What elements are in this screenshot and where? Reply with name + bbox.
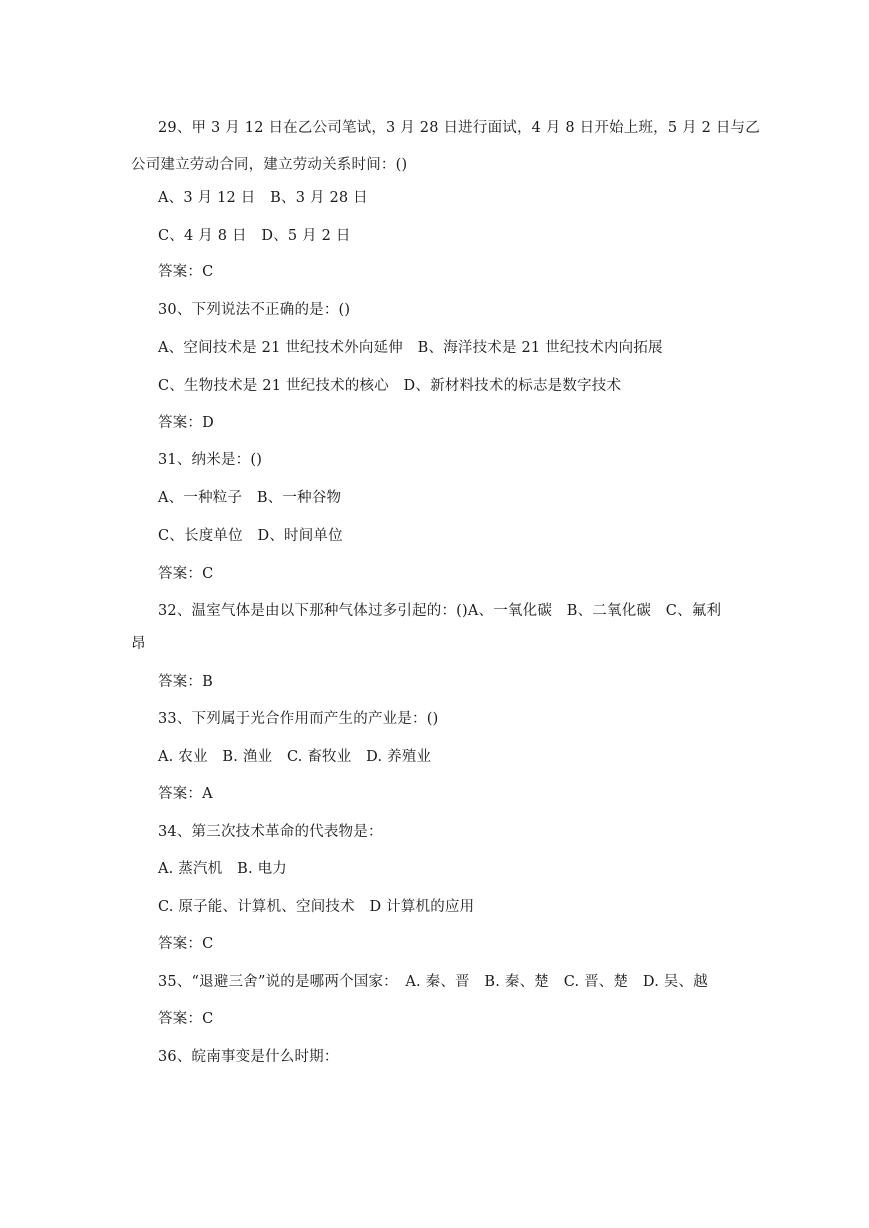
question-31-options-ab: A、一种粒子 B、一种谷物: [158, 490, 342, 506]
question-35-text: 35、“退避三舍”说的是哪两个国家： A. 秦、晋 B. 秦、楚 C. 晋、楚 D. 吴、越: [158, 974, 708, 990]
question-29-options-cd: C、4 月 8 日 D、5 月 2 日: [158, 228, 351, 244]
question-31-options-cd: C、长度单位 D、时间单位: [158, 528, 343, 544]
question-30-text: 30、下列说法不正确的是：(): [158, 302, 351, 318]
question-33-options: A. 农业 B. 渔业 C. 畜牧业 D. 养殖业: [158, 749, 432, 765]
question-30-options-cd: C、生物技术是 21 世纪技术的核心 D、新材料技术的标志是数字技术: [158, 378, 622, 394]
question-36-text: 36、皖南事变是什么时期：: [158, 1049, 339, 1065]
question-34-text: 34、第三次技术革命的代表物是：: [158, 824, 383, 840]
question-30-options-ab: A、空间技术是 21 世纪技术外向延伸 B、海洋技术是 21 世纪技术内向拓展: [158, 340, 663, 356]
question-34-options-ab: A. 蒸汽机 B. 电力: [158, 861, 287, 877]
question-29-answer: 答案：C: [158, 264, 214, 280]
question-32-text-cont: 昂: [131, 636, 146, 652]
question-32-text: 32、温室气体是由以下那种气体过多引起的：()A、一氧化碳 B、二氧化碳 C、氟利: [158, 603, 722, 619]
question-31-text: 31、纳米是：(): [158, 452, 263, 468]
question-29-text-cont: 公司建立劳动合同，建立劳动关系时间：(): [131, 157, 408, 173]
question-35-answer: 答案：C: [158, 1011, 214, 1027]
question-29-options-ab: A、3 月 12 日 B、3 月 28 日: [158, 190, 368, 206]
question-30-answer: 答案：D: [158, 415, 214, 431]
question-29-text: 29、甲 3 月 12 日在乙公司笔试，3 月 28 日进行面试，4 月 8 日开始上班，5 月 2 日与乙: [158, 120, 760, 136]
question-33-answer: 答案：A: [158, 786, 213, 802]
question-32-answer: 答案：B: [158, 674, 213, 690]
question-34-options-cd: C. 原子能、计算机、空间技术 D 计算机的应用: [158, 899, 475, 915]
question-33-text: 33、下列属于光合作用而产生的产业是：(): [158, 711, 439, 727]
question-34-answer: 答案：C: [158, 936, 214, 952]
question-31-answer: 答案：C: [158, 566, 214, 582]
